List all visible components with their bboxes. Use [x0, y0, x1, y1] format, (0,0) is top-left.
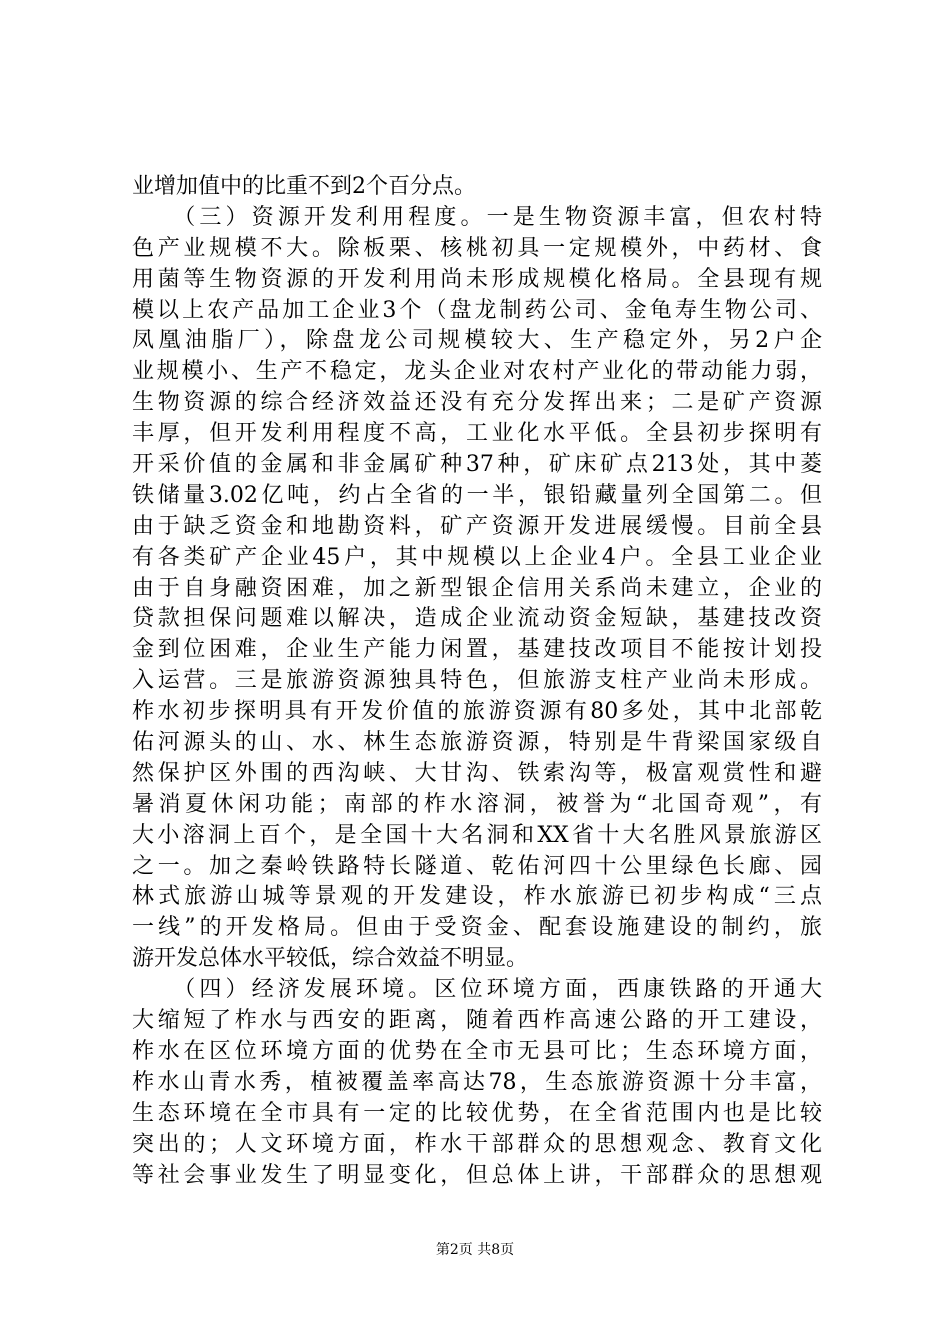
- text-line: 等社会事业发生了明显变化，但总体上讲，干部群众的思想观: [132, 1162, 822, 1188]
- text-line: 丰厚，但开发利用程度不高，工业化水平低。全县初步探明有: [132, 421, 822, 447]
- text-line: 用菌等生物资源的开发利用尚未形成规模化格局。全县现有规: [132, 266, 822, 292]
- text-line: 大小溶洞上百个，是全国十大名洞和XX省十大名胜风景旅游区: [132, 822, 822, 848]
- text-line: （四）经济发展环境。区位环境方面，西康铁路的开通大: [132, 977, 822, 1003]
- text-line: 突出的；人文环境方面，柞水干部群众的思想观念、教育文化: [132, 1131, 822, 1157]
- text-line: 游开发总体水平较低，综合效益不明显。: [132, 946, 529, 972]
- text-line: 佑河源头的山、水、林生态旅游资源，特别是牛背梁国家级自: [132, 730, 822, 756]
- text-line: 由于缺乏资金和地勘资料，矿产资源开发进展缓慢。目前全县: [132, 513, 822, 539]
- text-line: 凤凰油脂厂），除盘龙公司规模较大、生产稳定外，另2户企: [132, 328, 822, 354]
- text-line: 由于自身融资困难，加之新型银企信用关系尚未建立，企业的: [132, 575, 822, 601]
- text-line: 贷款担保问题难以解决，造成企业流动资金短缺，基建技改资: [132, 606, 822, 632]
- text-line: 林式旅游山城等景观的开发建设，柞水旅游已初步构成“三点: [132, 884, 822, 910]
- text-line: 一线”的开发格局。但由于受资金、配套设施建设的制约，旅: [132, 915, 822, 941]
- text-line: 模以上农产品加工企业3个（盘龙制药公司、金龟寿生物公司、: [132, 297, 822, 323]
- text-line: 业增加值中的比重不到2个百分点。: [132, 174, 476, 199]
- document-body: [132, 172, 822, 1191]
- text-line: 柞水初步探明具有开发价值的旅游资源有80多处，其中北部乾: [132, 699, 822, 725]
- text-line: 暑消夏休闲功能；南部的柞水溶洞，被誉为“北国奇观”，有: [132, 791, 822, 817]
- text-line: 然保护区外围的西沟峡、大甘沟、铁索沟等，极富观赏性和避: [132, 760, 822, 786]
- text-line: 大缩短了柞水与西安的距离，随着西柞高速公路的开工建设，: [132, 1008, 822, 1034]
- text-line: 入运营。三是旅游资源独具特色，但旅游支柱产业尚未形成。: [132, 668, 822, 694]
- text-line: 铁储量3.02亿吨，约占全省的一半，银铅藏量列全国第二。但: [132, 482, 822, 508]
- text-line: 柞水山青水秀，植被覆盖率高达78，生态旅游资源十分丰富，: [132, 1069, 822, 1095]
- text-line: 开采价值的金属和非金属矿种37种，矿床矿点213处，其中菱: [132, 452, 822, 478]
- page-number-footer: 第2页 共8页: [435, 1242, 515, 1258]
- text-line: （三）资源开发利用程度。一是生物资源丰富，但农村特: [132, 204, 822, 230]
- text-line: 有各类矿产企业45户，其中规模以上企业4户。全县工业企业: [132, 544, 822, 570]
- text-line: 之一。加之秦岭铁路特长隧道、乾佑河四十公里绿色长廊、园: [132, 853, 822, 879]
- text-line: 生态环境在全市具有一定的比较优势，在全省范围内也是比较: [132, 1100, 822, 1126]
- text-line: 生物资源的综合经济效益还没有充分发挥出来；二是矿产资源: [132, 390, 822, 416]
- text-line: 柞水在区位环境方面的优势在全市无县可比；生态环境方面，: [132, 1038, 822, 1064]
- text-line: 金到位困难，企业生产能力闲置，基建技改项目不能按计划投: [132, 637, 822, 663]
- text-line: 业规模小、生产不稳定，龙头企业对农村产业化的带动能力弱，: [132, 359, 822, 385]
- text-line: 色产业规模不大。除板栗、核桃初具一定规模外，中药材、食: [132, 235, 822, 261]
